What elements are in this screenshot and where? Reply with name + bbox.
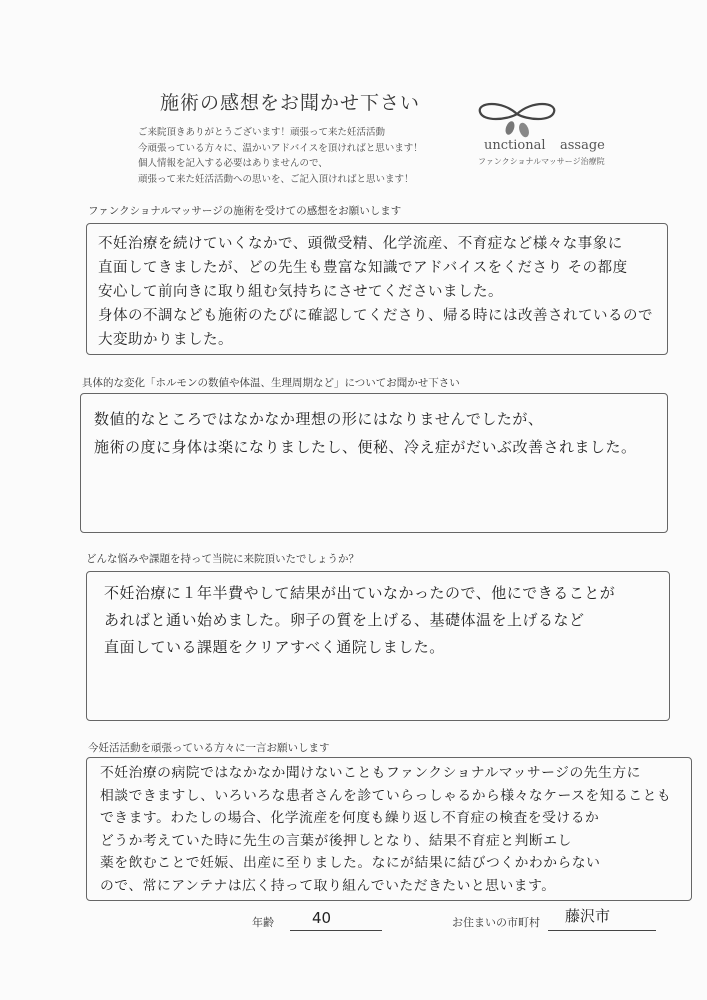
answer-1 [98,232,658,352]
answer-line: あればと通い始めました。卵子の質を上げる、基礎体温を上げるなど [104,611,585,629]
age-underline [290,930,382,931]
answer-line: 相談できますし、いろいろな患者さんを診ていらっしゃるから様々なケースを知ることも [100,787,672,804]
answer-4 [100,762,685,897]
answer-line: ので、常にアンテナは広く持って取り組んでいただきたいと思います。 [100,877,556,894]
answer-line: 直面している課題をクリアすべく通院しました。 [104,638,445,656]
question-4: 今妊活活動を頑張っている方々に一言お願いします [88,742,330,754]
clinic-logo [472,92,605,172]
question-1: ファンクショナルマッサージの施術を受けての感想をお願いします [88,205,402,217]
answer-line: 薬を飲むことで妊娠、出産に至りました。なにが結果に結びつくかわからない [100,855,601,871]
answer-2 [94,405,654,461]
answer-line: 大変助かりました。 [98,332,233,348]
intro-line: 頑張って来た妊活活動への思いを、ご記入頂ければと思います！ [138,173,414,185]
answer-line: 身体の不調なども施術のたびに確認してくださり、帰る時には改善されているので [98,308,653,324]
answer-line: できます。わたしの場合、化学流産を何度も繰り返し不育症の検査を受けるか [100,810,600,826]
answer-line: 不妊治療に１年半費やして結果が出ていなかったので、他にできることが [104,584,616,602]
age-label: 年齢 [252,916,274,929]
question-3: どんな悩みや課題を持って当院に来院頂いたでしょうか？ [86,553,359,565]
logo-subtitle: ファンクショナルマッサージ治療院 [478,157,605,166]
answer-line: 不妊治療の病院ではなかなか聞けないこともファンクショナルマッサージの先生方に [100,765,641,781]
answer-line: 安心して前向きに取り組む気持ちにさせてくださいました。 [98,284,503,300]
residence-underline [548,930,656,931]
logo-word-right: assage [560,138,605,153]
answer-line: 不妊治療を続けていくなかで、頭微受精、化学流産、不育症など様々な事象に [98,236,623,252]
answer-line: 数値的なところではなかなか理想の形にはなりませんでしたが、 [94,410,544,428]
page-title: 施術の感想をお聞かせ下さい [160,92,421,114]
logo-word-left: unctional [484,138,546,153]
answer-3 [104,580,659,661]
residence-label: お住まいの市町村 [452,916,540,929]
intro-line: 個人情報を記入する必要はありませんので、 [138,158,328,169]
age-value: 40 [312,909,332,927]
intro-line: 今頑張っている方々に、温かいアドバイスを頂ければと思います！ [138,142,423,154]
question-2: 具体的な変化「ホルモンの数値や体温、生理周期など」についてお聞かせ下さい [82,377,460,389]
intro-text [138,125,438,187]
answer-line: 直面してきましたが、どの先生も豊富な知識でアドバイスをくださり その都度 [98,260,628,276]
answer-line: どうか考えていた時に先生の言葉が後押しとなり、結果不育症と判断エし [100,832,572,849]
residence-value: 藤沢市 [565,907,611,925]
answer-line: 施術の度に身体は楽になりましたし、便秘、冷え症がだいぶ改善されました。 [94,438,637,456]
intro-line: ご来院頂きありがとうございます！頑張って来た妊活活動 [138,127,386,138]
